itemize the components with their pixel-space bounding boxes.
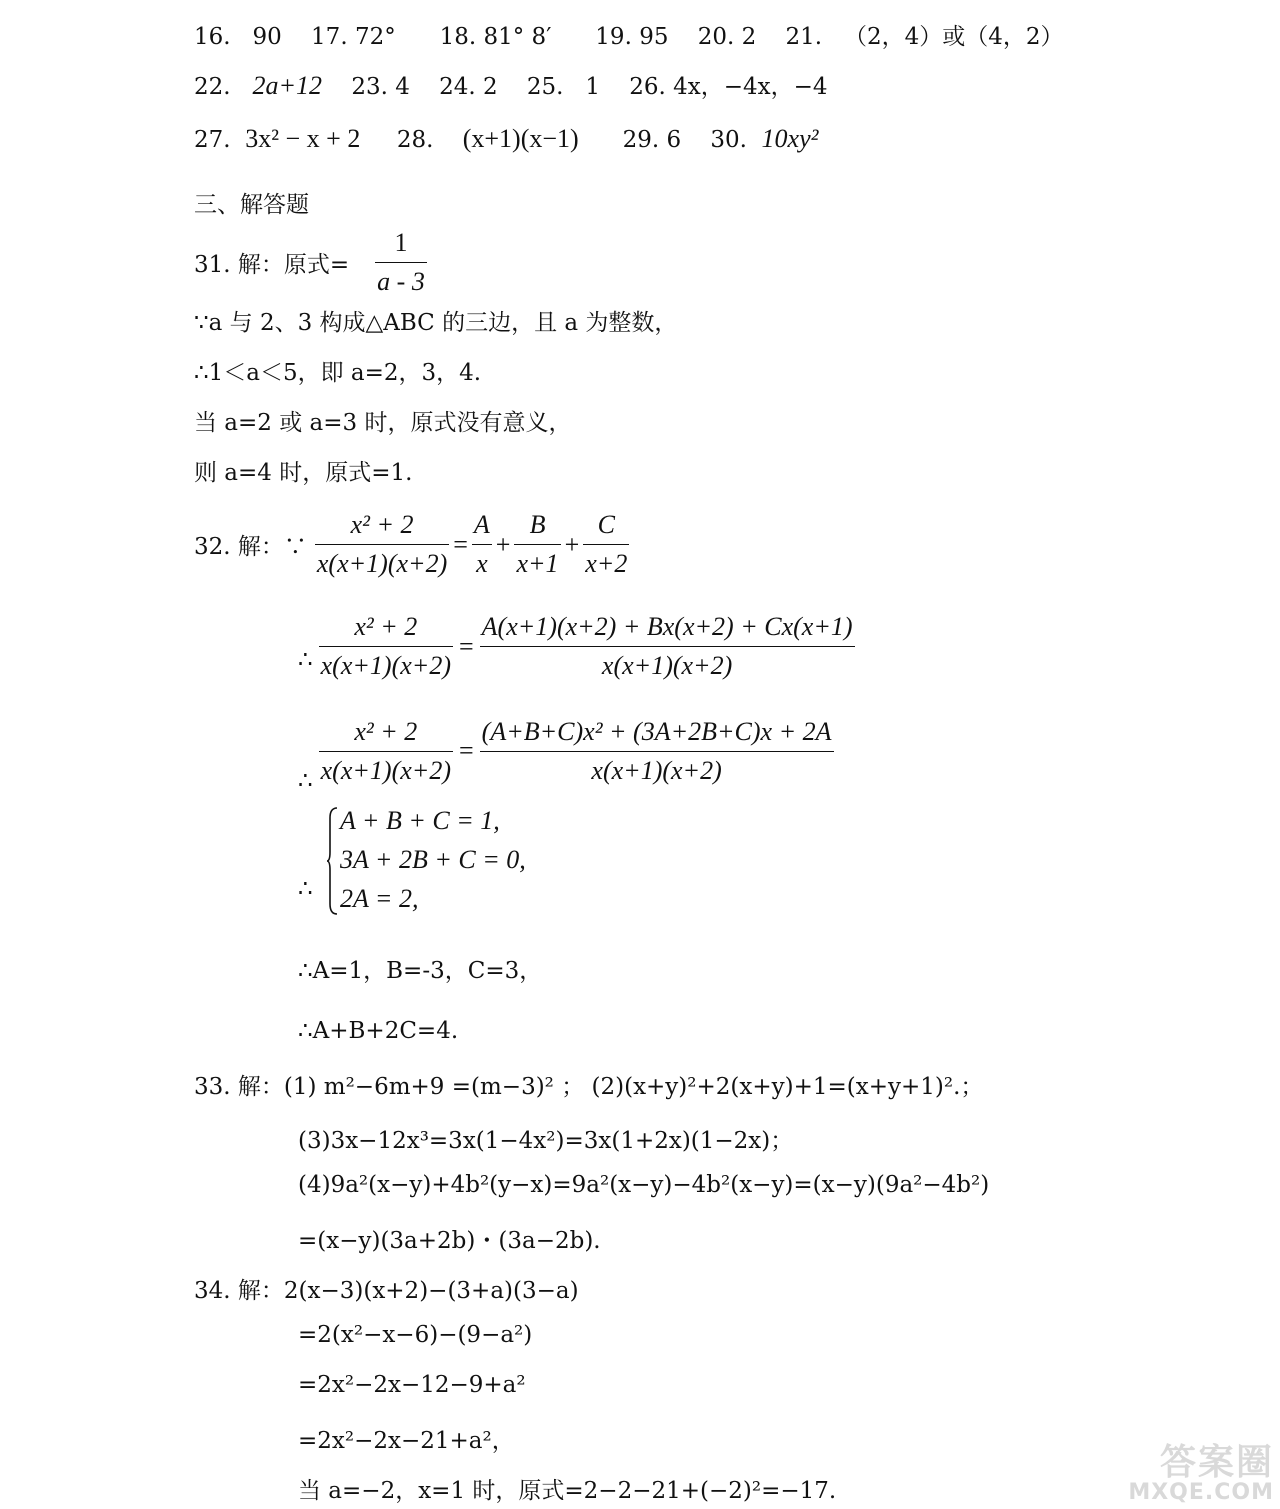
system-equation-3: 2A = 2, (340, 884, 419, 913)
q32-eq3-denominator: x(x+1)(x+2) (591, 755, 722, 785)
q17-answer: 72° (354, 24, 396, 50)
system-equation-2: 3A + 2B + C = 0, (340, 845, 526, 874)
q26-number: 26. (629, 74, 666, 100)
q32-lead: 32. 解：∵ (194, 534, 307, 560)
q31-line-4: 则 a=4 时，原式=1. (194, 460, 413, 486)
q28-number: 28. (396, 127, 434, 153)
q31-fraction-denominator: a - 3 (377, 267, 425, 296)
q19-answer: 95 (639, 24, 669, 50)
q23-number: 23. (351, 74, 388, 100)
q34-line-1: 34. 解：2(x−3)(x+2)−(3+a)(3−a) (194, 1278, 579, 1304)
q34-line-2: =2(x²−x−6)−(9−a²) (298, 1322, 533, 1348)
q26-answer: 4x，−4x，−4 (673, 74, 828, 100)
equals-sign: = (458, 631, 474, 661)
q32-lhs-denominator: x(x+1)(x+2) (316, 549, 448, 578)
q34-line-4: =2x²−2x−21+a²， (298, 1428, 515, 1454)
q32-equation-2 (298, 612, 855, 681)
plus-sign: + (564, 529, 580, 559)
q22-answer: 2a+12 (252, 71, 323, 100)
q21-number: 21. (785, 24, 823, 50)
q32-eq2-lhs-numerator: x² + 2 (319, 612, 453, 647)
q20-answer: 2 (741, 24, 757, 50)
q18-number: 18. (439, 24, 477, 50)
q32-rhs-a-denominator: x (476, 549, 488, 578)
q24-answer: 2 (482, 74, 498, 100)
q33-line-1: 33. 解：(1) m²−6m+9 =(m−3)² ； (2)(x+y)²+2(x+y)+1=(x+y+1)².； (194, 1074, 984, 1100)
q32-eq3-numerator: (A+B+C)x² + (3A+2B+C)x + 2A (480, 717, 834, 752)
answer-row-16-21 (194, 18, 1064, 51)
q32-result-1: ∴A=1，B=-3，C=3， (298, 958, 543, 984)
therefore-symbol: ∴ (298, 768, 313, 794)
q32-rhs-c-denominator: x+2 (585, 549, 628, 578)
q32-eq2-rhs-fraction (480, 612, 855, 681)
q32-eq2-lhs-denominator: x(x+1)(x+2) (320, 651, 451, 680)
q20-number: 20. (697, 24, 735, 50)
q25-answer: 1 (585, 74, 601, 100)
q32-rhs-a-numerator: A (472, 510, 492, 545)
q32-rhs-c-numerator: C (583, 510, 629, 545)
q22-number: 22. (194, 74, 231, 100)
q23-answer: 4 (395, 74, 410, 100)
q17-number: 17. (311, 24, 348, 50)
q24-number: 24. (439, 74, 476, 100)
q27-number: 27. (194, 127, 231, 153)
q31-line-2: ∴1＜a＜5，即 a=2，3，4. (194, 360, 482, 386)
q34-line-5: 当 a=−2，x=1 时，原式=2−2−21+(−2)²=−17. (298, 1478, 837, 1504)
system-brace-icon (326, 806, 338, 916)
q32-eq3-lhs-numerator: x² + 2 (319, 717, 453, 752)
q32-eq3-rhs-fraction (480, 717, 834, 786)
system-equation-1: A + B + C = 1, (340, 806, 500, 835)
equals-sign: = (453, 529, 468, 559)
q16-answer: 90 (252, 24, 282, 50)
q32-rhs-fraction-c (583, 510, 629, 579)
q32-eq2-denominator: x(x+1)(x+2) (601, 651, 733, 680)
q31-fraction-numerator: 1 (375, 228, 427, 263)
q19-number: 19. (595, 24, 632, 50)
section-title: 三、解答题 (194, 192, 309, 218)
q31-line-1: ∵a 与 2、3 构成△ABC 的三边，且 a 为整数， (194, 310, 678, 336)
q32-result-2: ∴A+B+2C=4. (298, 1018, 459, 1044)
q34-line-3: =2x²−2x−12−9+a² (298, 1372, 526, 1398)
q32-equation-3 (298, 708, 834, 794)
q33-line-2: (3)3x−12x³=3x(1−4x²)=3x(1+2x)(1−2x)； (298, 1128, 794, 1154)
answer-row-22-26 (194, 68, 828, 101)
q33-line-4: =(x−y)(3a+2b)・(3a−2b). (298, 1228, 601, 1254)
watermark-logo: 答案圈 MXQE.COM (1128, 1441, 1274, 1505)
q21-answer: （2，4）或（4，2） (844, 24, 1064, 50)
q32-lhs-fraction (315, 510, 449, 579)
q29-answer: 6 (666, 127, 682, 153)
q32-equation-1 (194, 510, 629, 579)
q31-fraction (375, 228, 427, 297)
q16-number: 16. (194, 24, 231, 50)
q32-eq3-lhs-denominator: x(x+1)(x+2) (320, 755, 451, 785)
q32-rhs-b-numerator: B (514, 510, 560, 545)
q32-rhs-fraction-b (514, 510, 560, 579)
q31-lead: 31. 解：原式= (194, 252, 350, 278)
q30-number: 30. (710, 127, 747, 153)
q31-formula (194, 228, 427, 297)
q32-eq3-lhs-fraction (319, 717, 453, 786)
therefore-symbol: ∴ (298, 646, 313, 673)
q27-answer: 3x² − x + 2 (245, 124, 361, 153)
q32-eq2-lhs-fraction (319, 612, 453, 681)
answer-row-27-30 (194, 124, 818, 154)
plus-sign: + (495, 529, 511, 559)
q25-number: 25. (526, 74, 564, 100)
q32-rhs-fraction-a (472, 510, 492, 579)
q33-line-3: (4)9a²(x−y)+4b²(y−x)=9a²(x−y)−4b²(x−y)=(x−y)(9a²−4b²) (298, 1172, 990, 1198)
q32-rhs-b-denominator: x+1 (516, 549, 559, 578)
q18-answer: 81° 8′ (483, 24, 552, 50)
q32-eq2-numerator: A(x+1)(x+2) + Bx(x+2) + Cx(x+1) (480, 612, 855, 647)
q32-lhs-numerator: x² + 2 (315, 510, 449, 545)
q30-answer: 10xy² (761, 124, 819, 153)
equals-sign: = (458, 736, 474, 765)
q29-number: 29. (622, 127, 660, 153)
q28-answer: (x+1)(x−1) (462, 124, 579, 153)
q31-line-3: 当 a=2 或 a=3 时，原式没有意义， (194, 410, 572, 436)
therefore-symbol: ∴ (298, 876, 313, 902)
